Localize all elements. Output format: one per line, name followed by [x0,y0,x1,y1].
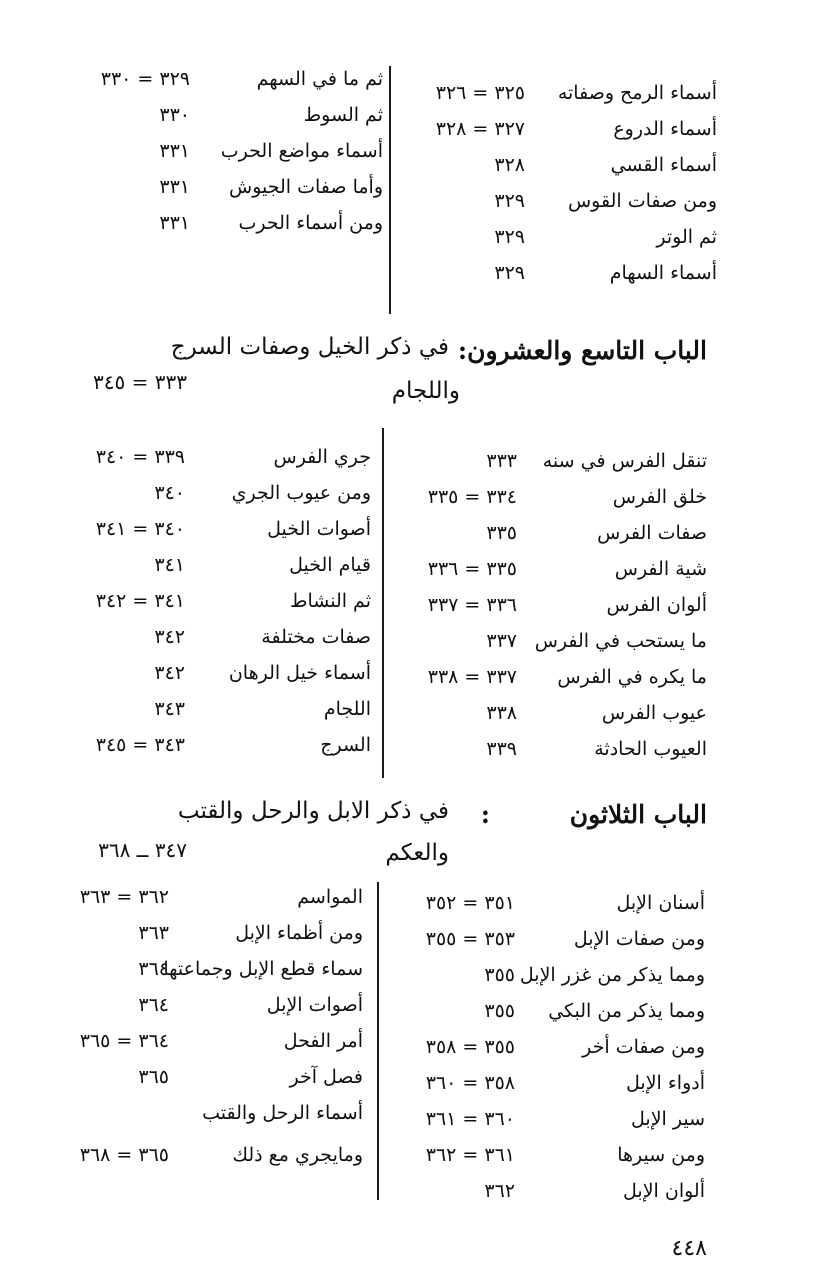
index-entry [0,728,815,762]
entry-label: ثم النشاط [289,590,371,612]
entry-pages: ٣٤٣ [154,698,185,720]
entry-pages: ٣٣٠ [159,104,190,126]
entry-pages: ٣٣٩ = ٣٤٠ [95,446,185,468]
entry-label: ومايجري مع ذلك [232,1144,363,1166]
index-entry [0,1024,815,1058]
entry-pages: ٣٣٩ [486,738,517,760]
chapter-page-range: ٣٤٧ ــ ٣٦٨ [98,838,187,862]
entry-label: أسماء الرمح وصفاته [557,82,717,104]
entry-pages: ٣٣٨ [486,702,517,724]
entry-label: سير الإبل [631,1108,705,1130]
entry-pages: ٣٤٠ = ٣٤١ [95,518,185,540]
entry-pages: ٣٣٧ = ٣٣٨ [427,666,517,688]
entry-pages: ٣٣٧ [486,630,517,652]
chapter-page-range: ٣٣٣ = ٣٤٥ [93,370,187,394]
entry-label: أدواء الإبل [626,1072,705,1094]
entry-label: أصوات الإبل [266,994,363,1016]
entry-pages: ٣٢٩ = ٣٣٠ [100,68,190,90]
entry-pages: ٣٦٥ = ٣٦٨ [79,1144,169,1166]
index-entry [0,548,815,582]
index-entry [0,584,815,618]
entry-label: قيام الخيل [289,554,371,576]
chapter-title: الباب التاسع والعشرون: [457,336,707,365]
index-entry [0,656,815,690]
entry-label: أسماء السهام [609,262,717,284]
index-entry [0,1060,815,1094]
index-entry [0,98,815,132]
index-entry [0,170,815,204]
chapter-title-colon: : [480,800,490,829]
index-entry [0,1174,815,1208]
chapter-topic-continued: واللجام [391,378,460,404]
entry-label: ألوان الإبل [623,1180,705,1202]
index-entry [0,880,815,914]
entry-label: ومن صفات الإبل [573,928,705,950]
entry-label: تنقل الفرس في سنه [542,450,707,472]
entry-pages: ٣٦٢ [484,1180,515,1202]
entry-pages: ٣٦٥ [138,1066,169,1088]
index-entry [0,512,815,546]
entry-label: فصل آخر [289,1066,363,1088]
entry-label: أمر الفحل [283,1030,363,1052]
entry-label: ثم السوط [303,104,383,126]
entry-pages: ٣٥٣ = ٣٥٥ [425,928,515,950]
entry-pages: ٣٥٥ = ٣٥٨ [425,1036,515,1058]
entry-label: السرج [320,734,371,756]
index-entry [0,1138,815,1172]
entry-label: ومن صفات القوس [567,190,717,212]
entry-label: أسماء القسي [610,154,717,176]
entry-pages: ٣٣٣ [486,450,517,472]
index-entry [0,620,815,654]
entry-label: ألوان الفرس [606,594,707,616]
entry-label: ثم ما في السهم [256,68,383,90]
entry-pages: ٣٦١ = ٣٦٢ [425,1144,515,1166]
entry-pages: ٣٦٠ = ٣٦١ [425,1108,515,1130]
entry-pages: ٣٢٥ = ٣٢٦ [435,82,525,104]
index-entry [0,440,815,474]
entry-pages: ٣٢٩ [494,226,525,248]
entry-label: خلق الفرس [612,486,707,508]
chapter-title: الباب الثلاثون [569,800,707,829]
entry-pages: ٣٦٢ = ٣٦٣ [79,886,169,908]
entry-pages: ٣٤٣ = ٣٤٥ [95,734,185,756]
entry-pages: ٣٤١ [154,554,185,576]
chapter-topic-continued: والعكم [385,840,449,866]
entry-pages: ٣٣٦ = ٣٣٧ [427,594,517,616]
entry-label: ومن عيوب الجري [231,482,371,504]
entry-label: أصوات الخيل [267,518,371,540]
entry-pages: ٣٢٧ = ٣٢٨ [435,118,525,140]
entry-label: أسماء الدروع [613,118,717,140]
entry-label: أسماء خيل الرهان [228,662,371,684]
entry-label: عيوب الفرس [601,702,707,724]
entry-label: وأما صفات الجيوش [229,176,383,198]
entry-pages: ٣٦٤ = ٣٦٥ [79,1030,169,1052]
index-entry [0,916,815,950]
index-entry [0,692,815,726]
entry-pages: ٣٥٥ [484,1000,515,1022]
entry-pages: ٣٣١ [159,140,190,162]
entry-label: ومن صفات أخر [582,1036,705,1058]
entry-pages: ٣٦٣ [138,922,169,944]
index-entry [0,988,815,1022]
entry-pages: ٣٤١ = ٣٤٢ [95,590,185,612]
chapter-topic: في ذكر الابل والرحل والقتب [177,798,449,824]
entry-label: ما يستحب في الفرس [534,630,707,652]
entry-pages: ٣٣٥ = ٣٣٦ [427,558,517,580]
entry-pages: ٣٤٢ [154,626,185,648]
entry-label: ومن سيرها [617,1144,705,1166]
entry-label: ما يكره في الفرس [557,666,707,688]
index-entry [0,952,815,986]
entry-label: جري الفرس [273,446,371,468]
entry-pages: ٣٣٤ = ٣٣٥ [427,486,517,508]
entry-pages: ٣٥٨ = ٣٦٠ [425,1072,515,1094]
entry-label: ومما يذكر من البكي [548,1000,705,1022]
entry-pages: ٣٤٢ [154,662,185,684]
entry-label: المواسم [297,886,363,908]
entry-label: سماء قطع الإبل وجماعتها [163,958,363,980]
entry-label: ومن أظماء الإبل [235,922,363,944]
entry-pages: ٣٦٤ [138,958,169,980]
entry-pages: ٣٦٤ [138,994,169,1016]
entry-label: شية الفرس [614,558,707,580]
entry-label: صفات الفرس [597,522,707,544]
entry-pages: ٣٣١ [159,212,190,234]
index-entry [0,134,815,168]
index-entry [0,256,815,290]
entry-label: ومما يذكر من غزر الإبل [519,964,705,986]
entry-label: العيوب الحادثة [594,738,707,760]
entry-label: ومن أسماء الحرب [238,212,383,234]
entry-pages: ٣٥١ = ٣٥٢ [425,892,515,914]
entry-pages: ٣٥٥ [484,964,515,986]
entry-pages: ٣٣٥ [486,522,517,544]
entry-pages: ٣٣١ [159,176,190,198]
index-entry [0,62,815,96]
entry-label: أسماء مواضع الحرب [220,140,383,162]
entry-label: صفات مختلفة [261,626,371,648]
entry-label: أسنان الإبل [616,892,705,914]
entry-pages: ٣٢٩ [494,262,525,284]
entry-pages: ٣٤٠ [154,482,185,504]
page-number: ٤٤٨ [671,1236,707,1261]
index-entry [0,206,815,240]
index-entry [0,1096,815,1130]
entry-pages: ٣٢٩ [494,190,525,212]
chapter-topic: في ذكر الخيل وصفات السرج [170,334,449,360]
entry-label: اللجام [323,698,371,720]
entry-label: ثم الوتر [656,226,717,248]
index-entry [0,476,815,510]
entry-label: أسماء الرحل والقتب [202,1102,363,1124]
entry-pages: ٣٢٨ [494,154,525,176]
